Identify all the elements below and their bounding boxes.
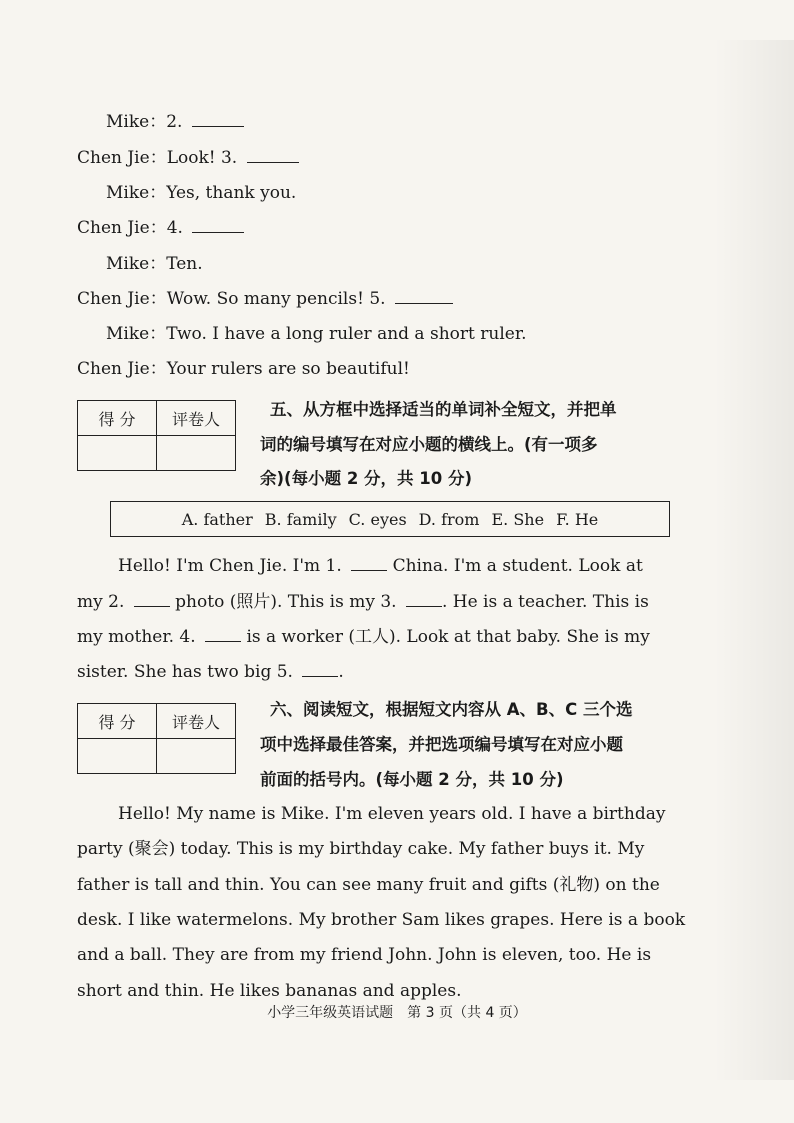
section6-passage-line-2: party (聚会) today. This is my birthday cake. My father buys it. My (77, 839, 645, 859)
section6-passage-line-5: and a ball. They are from my friend John. John is eleven, too. He is (77, 945, 652, 965)
section6-instruction-2: 项中选择最佳答案，并把选项编号填写在对应小题 (260, 735, 623, 754)
grader-label: 评卷人 (157, 401, 236, 436)
dialogue-line-4: Chen Jie：4. (77, 217, 244, 239)
answer-blank[interactable] (205, 627, 241, 642)
grader-cell[interactable] (157, 739, 236, 774)
word-bank-box (110, 501, 670, 537)
speaker: Chen Jie (77, 359, 150, 379)
dialogue-text: Yes, thank you. (166, 183, 297, 203)
dialogue-line-6: Chen Jie：Wow. So many pencils! 5. (77, 288, 453, 310)
section6-passage-line-3: father is tall and thin. You can see many fruit and gifts (礼物) on the (77, 875, 660, 895)
answer-blank[interactable] (351, 556, 387, 571)
dialogue-line-8: Chen Jie：Your rulers are so beautiful! (77, 359, 410, 379)
score-table-section5 (77, 400, 236, 471)
option-f: F. He (556, 509, 599, 529)
section5-instruction-1: 五、从方框中选择适当的单词补全短文，并把单 (270, 400, 617, 419)
option-d: D. from (418, 509, 480, 529)
section6-passage-line-1: Hello! My name is Mike. I'm eleven years old. I have a birthday (118, 804, 666, 824)
section5-line-1 (118, 555, 643, 577)
passage-text: . (338, 662, 344, 682)
dialogue-text: 2. (166, 112, 183, 132)
passage-text: China. I'm a student. Look at (392, 556, 643, 576)
passage-text: is a worker (工人). Look at that baby. She is my (246, 627, 650, 647)
section5-line-4 (77, 661, 344, 683)
section5-line-2 (77, 591, 649, 613)
dialogue-line-1: Mike：2. (106, 111, 244, 133)
score-cell[interactable] (78, 436, 157, 471)
score-label: 得 分 (78, 401, 157, 436)
answer-blank[interactable] (192, 112, 244, 127)
answer-blank[interactable] (134, 592, 170, 607)
dialogue-line-5: Mike：Ten. (106, 254, 203, 274)
dialogue-text: 4. (166, 218, 183, 238)
section5-instruction-2: 词的编号填写在对应小题的横线上。(有一项多 (260, 435, 598, 454)
option-a: A. father (181, 509, 253, 529)
passage-text: sister. She has two big 5. (77, 662, 293, 682)
answer-blank[interactable] (395, 289, 453, 304)
dialogue-text: Two. I have a long ruler and a short ruler. (166, 324, 527, 344)
dialogue-text: Ten. (166, 254, 203, 274)
option-c: C. eyes (348, 509, 407, 529)
score-table-section6 (77, 703, 236, 774)
answer-blank[interactable] (406, 592, 442, 607)
dialogue-text: Your rulers are so beautiful! (166, 359, 410, 379)
speaker: Mike (106, 183, 150, 203)
dialogue-text: Look! 3. (166, 148, 238, 168)
option-b: B. family (264, 509, 337, 529)
passage-text: my mother. 4. (77, 627, 196, 647)
passage-text: photo (照片). This is my 3. (175, 592, 397, 612)
speaker: Mike (106, 324, 150, 344)
speaker: Chen Jie (77, 218, 150, 238)
page-footer: 小学三年级英语试题 第 3 页（共 4 页） (267, 1005, 527, 1021)
page-fold-shadow (714, 40, 794, 1080)
section6-instruction-3: 前面的括号内。(每小题 2 分，共 10 分) (260, 770, 564, 789)
answer-blank[interactable] (247, 148, 299, 163)
passage-text: . He is a teacher. This is (441, 592, 649, 612)
score-cell[interactable] (78, 739, 157, 774)
speaker: Chen Jie (77, 289, 150, 309)
grader-cell[interactable] (157, 436, 236, 471)
section6-passage-line-4: desk. I like watermelons. My brother Sam likes grapes. Here is a book (77, 910, 686, 930)
dialogue-text: Wow. So many pencils! 5. (166, 289, 386, 309)
score-label: 得 分 (78, 704, 157, 739)
section6-passage-line-6: short and thin. He likes bananas and apples. (77, 981, 462, 1001)
option-e: E. She (491, 509, 545, 529)
answer-blank[interactable] (192, 218, 244, 233)
dialogue-line-7: Mike：Two. I have a long ruler and a short ruler. (106, 324, 527, 344)
passage-text: Hello! I'm Chen Jie. I'm 1. (118, 556, 342, 576)
speaker: Mike (106, 112, 150, 132)
answer-blank[interactable] (302, 662, 338, 677)
section6-instruction-1: 六、阅读短文，根据短文内容从 A、B、C 三个选 (270, 700, 633, 719)
speaker: Mike (106, 254, 150, 274)
speaker: Chen Jie (77, 148, 150, 168)
grader-label: 评卷人 (157, 704, 236, 739)
dialogue-line-3: Mike：Yes, thank you. (106, 183, 297, 203)
section5-instruction-3: 余)(每小题 2 分，共 10 分) (260, 469, 473, 488)
dialogue-line-2: Chen Jie：Look! 3. (77, 147, 299, 169)
section5-line-3 (77, 626, 650, 648)
passage-text: my 2. (77, 592, 125, 612)
